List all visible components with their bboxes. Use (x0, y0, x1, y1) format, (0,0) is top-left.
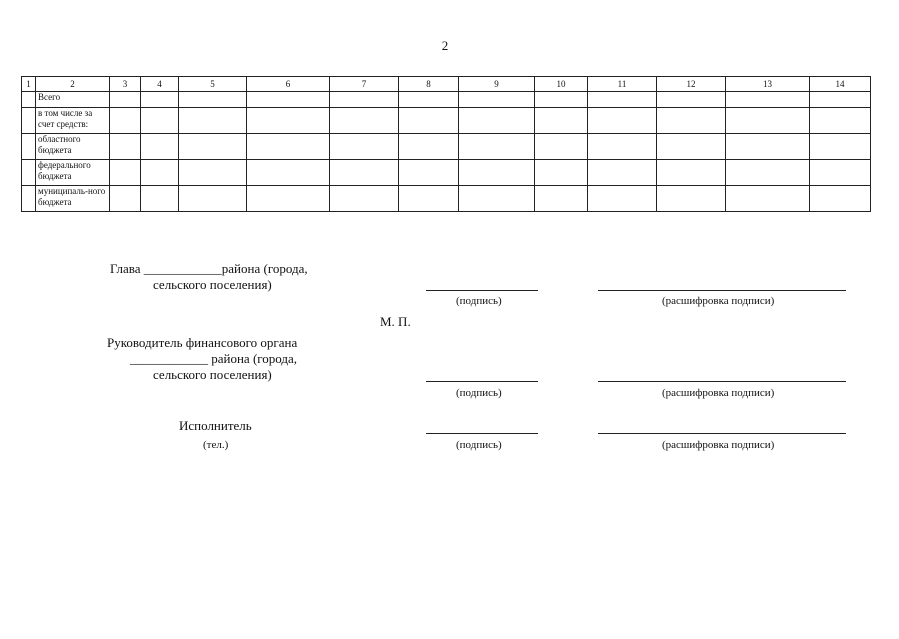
table-cell (588, 134, 657, 160)
table-cell (459, 108, 535, 134)
table-cell (459, 160, 535, 186)
head-title-line1: Глава ____________района (города, (110, 261, 308, 276)
finance-signature-line (426, 381, 538, 382)
head-signature-caption: (подпись) (456, 295, 502, 307)
table-cell (535, 160, 588, 186)
column-header: 12 (657, 77, 726, 92)
table-cell (179, 160, 247, 186)
row-label: Всего (36, 92, 110, 108)
column-header: 6 (247, 77, 330, 92)
table-cell (657, 92, 726, 108)
row-label: областного бюджета (36, 134, 110, 160)
head-title-line2: сельского поселения) (153, 277, 272, 292)
table-cell (459, 134, 535, 160)
table-cell (179, 134, 247, 160)
table-cell (726, 160, 810, 186)
table-cell (110, 108, 141, 134)
table-cell (247, 186, 330, 212)
executor-decoding-caption: (расшифровка подписи) (662, 439, 775, 451)
row-label: федерального бюджета (36, 160, 110, 186)
table-cell (141, 134, 179, 160)
table-cell (399, 160, 459, 186)
table-cell (399, 134, 459, 160)
table-cell (247, 108, 330, 134)
table-cell (22, 160, 36, 186)
column-header: 11 (588, 77, 657, 92)
table-cell (330, 108, 399, 134)
finance-title-line1: Руководитель финансового органа (107, 335, 298, 350)
column-header: 3 (110, 77, 141, 92)
executor-signature-line (426, 433, 538, 434)
table-cell (110, 160, 141, 186)
table-cell (810, 108, 871, 134)
table-cell (110, 92, 141, 108)
page-number: 2 (441, 38, 449, 53)
table-cell (141, 92, 179, 108)
table-cell (179, 108, 247, 134)
table-cell (330, 134, 399, 160)
table-cell (535, 92, 588, 108)
table-cell (110, 186, 141, 212)
head-decoding-line (598, 290, 846, 291)
table-cell (22, 186, 36, 212)
table-cell (110, 134, 141, 160)
table-cell (22, 134, 36, 160)
table-cell (141, 108, 179, 134)
table-cell (535, 108, 588, 134)
table-cell (399, 186, 459, 212)
table-cell (247, 134, 330, 160)
table-cell (726, 186, 810, 212)
table-cell (459, 92, 535, 108)
column-header: 4 (141, 77, 179, 92)
table-cell (810, 134, 871, 160)
finance-decoding-line (598, 381, 846, 382)
table-cell (588, 186, 657, 212)
table-cell (810, 92, 871, 108)
table-cell (399, 108, 459, 134)
finance-signature-caption: (подпись) (456, 387, 502, 399)
column-header: 7 (330, 77, 399, 92)
table-cell (726, 108, 810, 134)
stamp-mark: М. П. (380, 314, 411, 329)
column-header: 2 (36, 77, 110, 92)
table-cell (657, 108, 726, 134)
finance-decoding-caption: (расшифровка подписи) (662, 387, 775, 399)
table-cell (810, 160, 871, 186)
executor-signature-caption: (подпись) (456, 439, 502, 451)
table-cell (535, 186, 588, 212)
executor-phone-label: (тел.) (203, 439, 229, 451)
column-header: 1 (22, 77, 36, 92)
table-cell (330, 92, 399, 108)
budget-table (21, 76, 871, 212)
table-row (22, 160, 871, 186)
table-cell (657, 134, 726, 160)
finance-title-line3: сельского поселения) (153, 367, 272, 382)
table-cell (330, 186, 399, 212)
table-cell (179, 186, 247, 212)
table-cell (247, 160, 330, 186)
table-cell (399, 92, 459, 108)
table-cell (330, 160, 399, 186)
table-cell (588, 160, 657, 186)
column-header: 14 (810, 77, 871, 92)
finance-title-line2: ____________ района (города, (130, 351, 298, 366)
table-cell (588, 108, 657, 134)
column-header: 5 (179, 77, 247, 92)
table-row (22, 92, 871, 108)
head-signature-line (426, 290, 538, 291)
executor-decoding-line (598, 433, 846, 434)
executor-title: Исполнитель (179, 418, 252, 433)
table-cell (657, 160, 726, 186)
head-decoding-caption: (расшифровка подписи) (662, 295, 775, 307)
table-cell (179, 92, 247, 108)
table-header-row (22, 77, 871, 92)
table-cell (810, 186, 871, 212)
table-cell (657, 186, 726, 212)
table-cell (22, 108, 36, 134)
table-cell (588, 92, 657, 108)
table-cell (141, 186, 179, 212)
column-header: 13 (726, 77, 810, 92)
table-cell (726, 134, 810, 160)
column-header: 9 (459, 77, 535, 92)
column-header: 8 (399, 77, 459, 92)
table-cell (726, 92, 810, 108)
table-cell (141, 160, 179, 186)
table-row (22, 134, 871, 160)
table-row (22, 186, 871, 212)
table-cell (535, 134, 588, 160)
column-header: 10 (535, 77, 588, 92)
row-label: муниципаль-ного бюджета (36, 186, 110, 212)
table-cell (247, 92, 330, 108)
row-label: в том числе за счет средств: (36, 108, 110, 134)
table-cell (22, 92, 36, 108)
table-row (22, 108, 871, 134)
table-cell (459, 186, 535, 212)
